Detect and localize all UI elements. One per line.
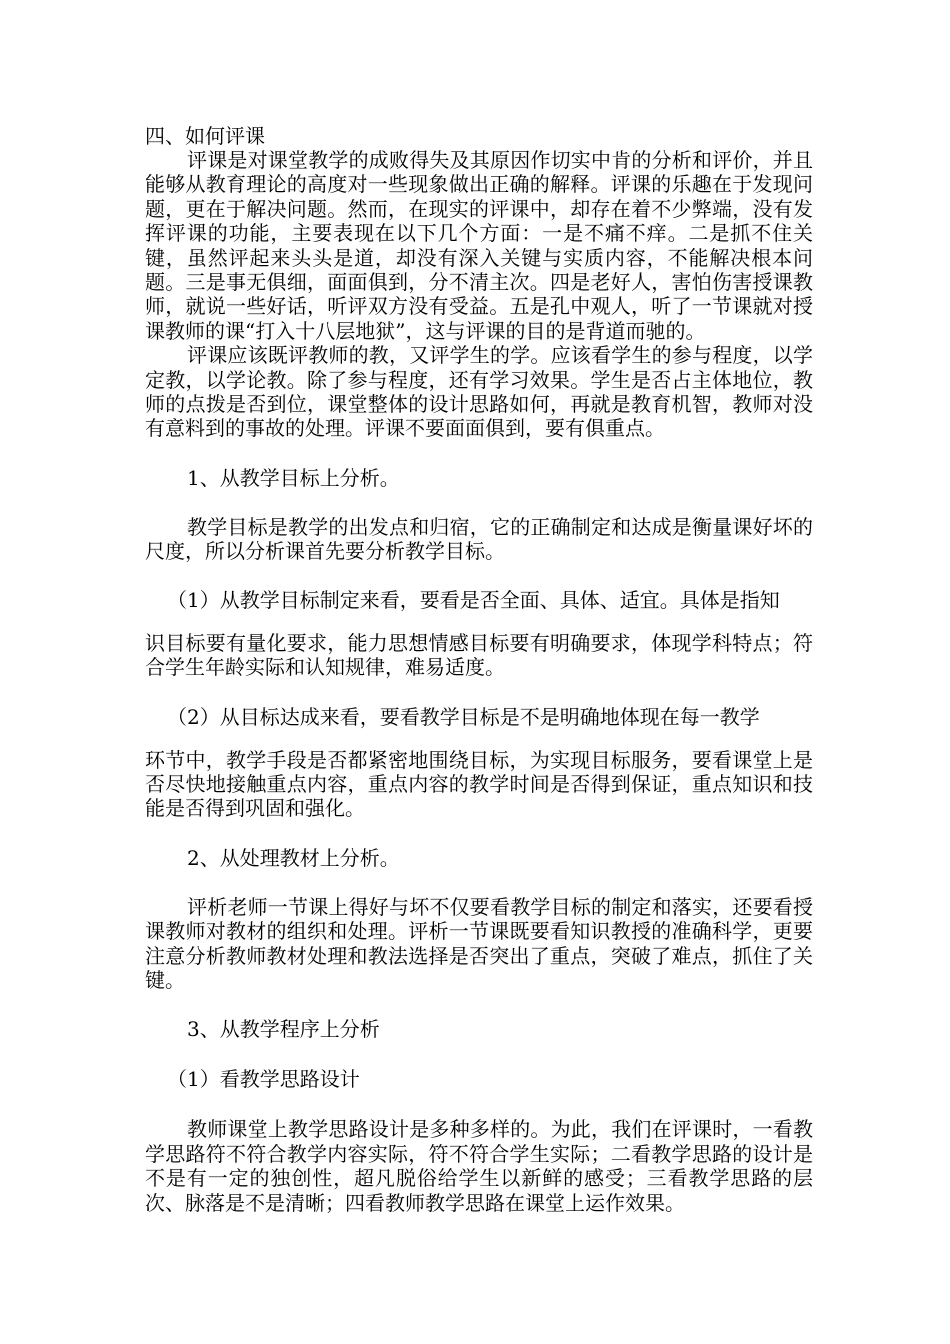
paragraph-textbook-handling: 评析老师一节课上得好与坏不仅要看教学目标的制定和落实，还要看授课教师对教材的组织和处理。评析一节课既要看知识教授的准确科学，更要注意分析教师教材处理和教法选择是否突出了重点，突破了难点，抓住了关键。 (145, 894, 813, 992)
section-title: 四、如何评课 (145, 124, 265, 148)
subheading-teaching-approach-design: （1）看教学思路设计 (167, 1067, 360, 1092)
subheading-objective-achievement: （2）从目标达成来看，要看教学目标是不是明确地体现在每一教学 (167, 704, 760, 729)
paragraph-objective-setting: 识目标要有量化要求，能力思想情感目标要有明确要求，体现学科特点；符合学生年龄实际和认知规律，难易适度。 (145, 630, 813, 680)
heading-textbook-handling: 2、从处理教材上分析。 (187, 845, 400, 870)
paragraph-evaluate-teacher-and-student: 评课应该既评教师的教，又评学生的学。应该看学生的参与程度，以学定教，以学论教。除了参与程度，还有学习效果。学生是否占主体地位，教师的点拨是否到位，课堂整体的设计思路如何，再就是教育机智，教师对没有意料到的事故的处理。评课不要面面俱到，要有俱重点。 (145, 343, 813, 441)
heading-teaching-procedure: 3、从教学程序上分析 (187, 1017, 380, 1042)
document-body (145, 124, 813, 1215)
subheading-objective-setting: （1）从教学目标制定来看，要看是否全面、具体、适宜。具体是指知 (167, 587, 780, 612)
paragraph-objective-achievement: 环节中，教学手段是否都紧密地围绕目标，为实现目标服务，要看课堂上是否尽快地接触重点内容，重点内容的教学时间是否得到保证，重点知识和技能是否得到巩固和强化。 (145, 747, 813, 821)
heading-teaching-objectives: 1、从教学目标上分析。 (187, 465, 400, 490)
paragraph-evaluation-overview: 评课是对课堂教学的成败得失及其原因作切实中肯的分析和评价，并且能够从教育理论的高度对一些现象做出正确的解释。评课的乐趣在于发现问题，更在于解决问题。然而，在现实的评课中，却存在着不少弊端，没有发挥评课的功能，主要表现在以下几个方面：一是不痛不痒。二是抓不住关键，虽然评起来头头是道，却没有深入关键与实质内容，不能解决根本问题。三是事无俱细，面面俱到，分不清主次。四是老好人，害怕伤害授课教师，就说一些好话，听评双方没有受益。五是孔中观人，听了一节课就对授课教师的课“打入十八层地狱”，这与评课的目的是背道而驰的。 (145, 148, 813, 343)
paragraph-teaching-approach-design: 教师课堂上教学思路设计是多种多样的。为此，我们在评课时，一看教学思路符不符合教学内容实际，符不符合学生实际；二看教学思路的设计是不是有一定的独创性，超凡脱俗给学生以新鲜的感受；三看教学思路的层次、脉落是不是清晰；四看教师教学思路在课堂上运作效果。 (145, 1117, 813, 1215)
paragraph-teaching-objectives: 教学目标是教学的出发点和归宿，它的正确制定和达成是衡量课好坏的尺度，所以分析课首先要分析教学目标。 (145, 514, 813, 564)
